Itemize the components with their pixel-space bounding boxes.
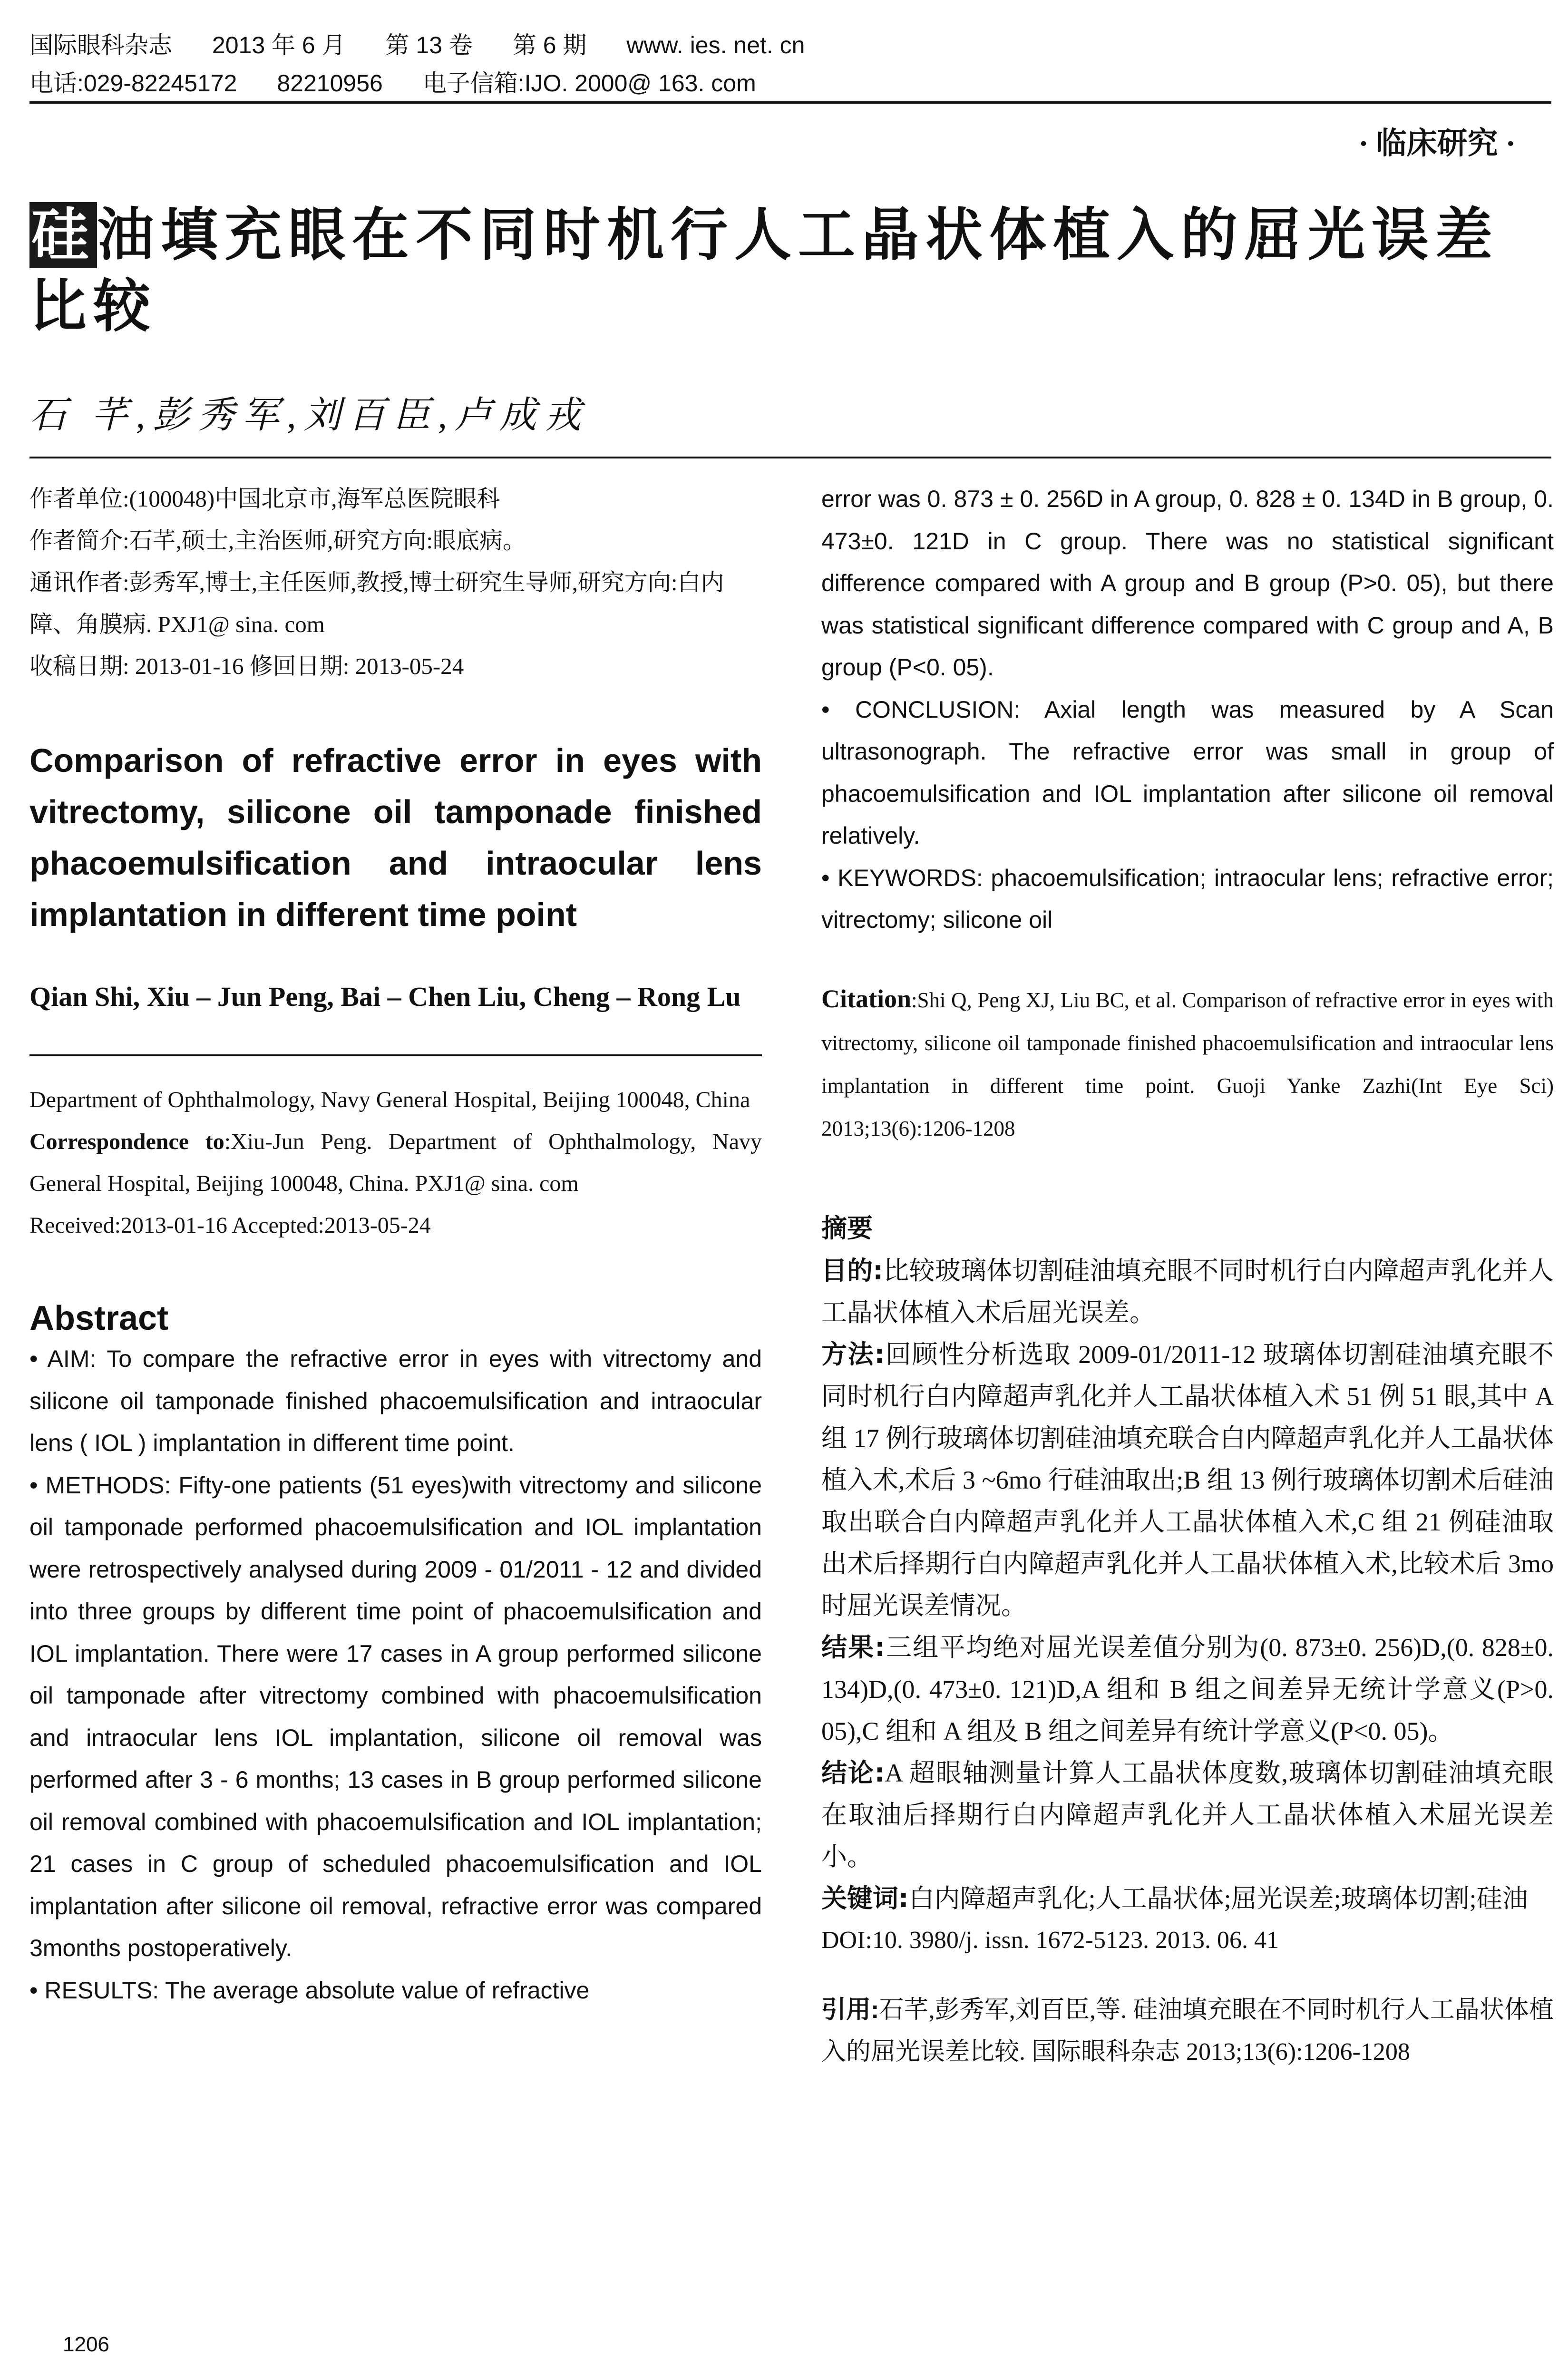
correspondence-label: Correspondence to	[29, 1129, 224, 1154]
zh-keywords-text: 白内障超声乳化;人工晶状体;屈光误差;玻璃体切割;硅油	[908, 1884, 1528, 1913]
zh-conclusion-text: A 超眼轴测量计算人工晶状体度数,玻璃体切割硅油填充眼在取油后择期行白内障超声乳化并人工晶状体植入术屈光误差小。	[821, 1758, 1554, 1871]
authors-cn: 石 芊,彭秀军,刘百臣,卢成戎	[29, 394, 589, 436]
right-column	[821, 478, 1554, 2073]
volume: 第 13 卷	[385, 32, 473, 58]
zh-results	[821, 1627, 1554, 1752]
header-rule	[29, 101, 1551, 104]
received-en: Received:2013-01-16 Accepted:2013-05-24	[29, 1213, 431, 1238]
left-column	[29, 478, 762, 2011]
page-number: 1206	[63, 2333, 109, 2356]
article-title-en: Comparison of refractive error in eyes with vitrectomy, silicone oil tamponade finished phacoemulsification and intraocular lens implantation in different time point	[29, 742, 762, 933]
issue-date: 2013 年 6 月	[212, 32, 346, 58]
zh-citation	[821, 1989, 1554, 2073]
abstract-keywords: • KEYWORDS: phacoemulsification; intraocular lens; refractive error; vitrectomy; silicone oil	[821, 864, 1554, 933]
citation-text: :Shi Q, Peng XJ, Liu BC, et al. Comparison of refractive error in eyes with vitrectomy, silicone oil tamponade finished phacoemulsification and intraocular lens implantation in different time point. Guoji Yanke Zazhi(Int Eye Sci) 2013;13(6):1206-1208	[821, 988, 1554, 1140]
zh-methods-label: 方法:	[821, 1339, 885, 1369]
title-first-char: 硅	[29, 202, 97, 268]
zh-abstract-heading: 摘要	[821, 1214, 873, 1243]
zh-results-text: 三组平均绝对屈光误差值分别为(0. 873±0. 256)D,(0. 828±0. 134)D,(0. 473±0. 121)D,A 组和 B 组之间差异无统计学意义(P>0. 05),C 组和 A 组及 B 组之间差异有统计学意义(P<0. 05)。	[821, 1633, 1554, 1745]
doi[interactable]: DOI:10. 3980/j. issn. 1672-5123. 2013. 06. 41	[821, 1926, 1279, 1954]
abstract-conclusion: • CONCLUSION: Axial length was measured by A Scan ultrasonograph. The refractive error was small in group of phacoemulsification and IOL implantation after silicone oil removal relatively.	[821, 696, 1554, 849]
author-bio-cn: 作者简介:石芊,硕士,主治医师,研究方向:眼底病。	[29, 527, 526, 554]
journal-email[interactable]: 电子信箱:IJO. 2000@ 163. com	[422, 70, 756, 97]
author-rule	[29, 1054, 762, 1056]
journal-website[interactable]: www. ies. net. cn	[626, 32, 805, 58]
section-label: · 临床研究 ·	[1358, 127, 1516, 160]
zh-keywords-label: 关键词:	[821, 1883, 909, 1913]
zh-methods	[821, 1334, 1554, 1627]
zh-keywords	[821, 1878, 1554, 1919]
citation-label: Citation	[821, 984, 911, 1013]
zh-aim-label: 目的:	[821, 1255, 884, 1286]
corresponding-author-cn: 通讯作者:彭秀军,博士,主任医师,教授,博士研究生导师,研究方向:白内障、角膜病. PXJ1@ sina. com	[29, 569, 724, 637]
author-affiliation-cn: 作者单位:(100048)中国北京市,海军总医院眼科	[29, 486, 500, 512]
journal-phone: 电话:029-82245172	[29, 70, 237, 97]
authors-en: Qian Shi, Xiu – Jun Peng, Bai – Chen Liu, Cheng – Rong Lu	[29, 981, 741, 1012]
received-dates-cn: 收稿日期: 2013-01-16 修回日期: 2013-05-24	[29, 653, 464, 679]
abstract-methods: • METHODS: Fifty-one patients (51 eyes)with vitrectomy and silicone oil tamponade performed phacoemulsification and IOL implantation were retrospectively analysed during 2009 - 01/2011 - 12 and divided into three groups by different time point of phacoemulsification and IOL implantation. There were 17 cases in A group performed silicone oil tamponade after vitrectomy combined with phacoemulsification and intraocular lens IOL implantation, silicone oil removal was performed after 3 - 6 months; 13 cases in B group performed silicone oil removal combined with phacoemulsification and IOL implantation; 21 cases in C group of scheduled phacoemulsification and IOL implantation after silicone oil removal, refractive error was compared 3months postoperatively.	[29, 1471, 762, 1961]
abstract-heading: Abstract	[29, 1299, 169, 1337]
zh-conclusion-label: 结论:	[821, 1757, 885, 1788]
abstract-results-cont: error was 0. 873 ± 0. 256D in A group, 0. 828 ± 0. 134D in B group, 0. 473±0. 121D in C group. There was no statistical significant difference compared with A group and B group (P>0. 05), but there was statistical significant difference compared with C group and A, B group (P<0. 05).	[821, 486, 1554, 681]
journal-header-line-1	[29, 26, 838, 60]
citation-en	[821, 977, 1554, 1150]
zh-citation-text: 石芊,彭秀军,刘百臣,等. 硅油填充眼在不同时机行人工晶状体植入的屈光误差比较. 国际眼科杂志 2013;13(6):1206-1208	[821, 1996, 1554, 2065]
title-rest: 油填充眼在不同时机行人工晶状体植入的屈光误差比较	[29, 202, 1499, 340]
issue-number: 第 6 期	[512, 32, 587, 58]
zh-methods-text: 回顾性分析选取 2009-01/2011-12 玻璃体切割硅油填充眼不同时机行白内障超声乳化并人工晶状体植入术 51 例 51 眼,其中 A 组 17 例行玻璃体切割硅油填充联合白内障超声乳化并人工晶状体植入术,术后 3 ~6mo 行硅油取出;B 组 13 例行玻璃体切割术后硅油取出联合白内障超声乳化并人工晶状体植入术,C 组 21 例硅油取出术后择期行白内障超声乳化并人工晶状体植入术,比较术后 3mo 时屈光误差情况。	[821, 1340, 1554, 1620]
affiliation-en: Department of Ophthalmology, Navy General Hospital, Beijing 100048, China	[29, 1087, 750, 1112]
title-rule	[29, 457, 1551, 458]
zh-aim-text: 比较玻璃体切割硅油填充眼不同时机行白内障超声乳化并人工晶状体植入术后屈光误差。	[821, 1256, 1554, 1327]
article-title-cn	[29, 200, 1551, 342]
correspondence-text: :Xiu-Jun Peng. Department of Ophthalmology, Navy General Hospital, Beijing 100048, China. PXJ1@ sina. com	[29, 1129, 762, 1196]
zh-conclusion	[821, 1752, 1554, 1878]
journal-header-line-2	[29, 64, 789, 98]
abstract-aim: • AIM: To compare the refractive error in eyes with vitrectomy and silicone oil tamponade finished phacoemulsification and intraocular lens ( IOL ) implantation in different time point.	[29, 1345, 762, 1456]
zh-aim	[821, 1250, 1554, 1334]
abstract-results-start: • RESULTS: The average absolute value of refractive	[29, 1977, 590, 2004]
journal-name: 国际眼科杂志	[29, 32, 172, 58]
correspondence-en	[29, 1121, 762, 1205]
journal-phone-2: 82210956	[277, 70, 383, 97]
zh-citation-label: 引用:	[821, 1996, 879, 2024]
zh-results-label: 结果:	[821, 1632, 885, 1662]
